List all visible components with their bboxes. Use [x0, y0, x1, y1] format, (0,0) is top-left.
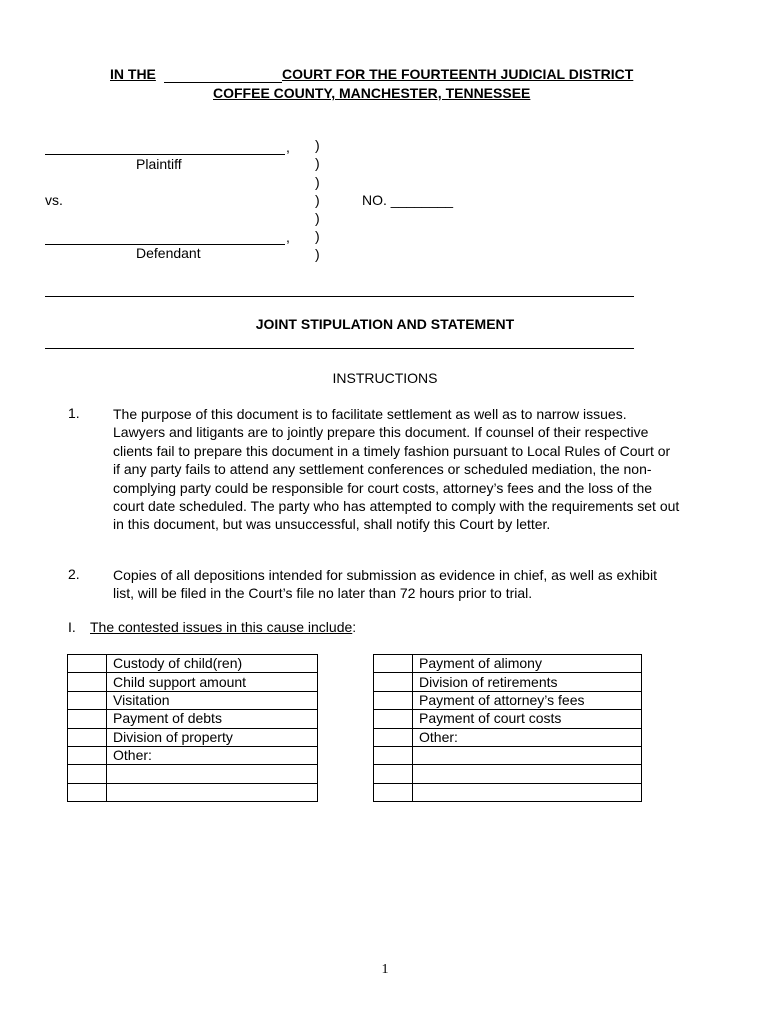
issue-label[interactable] [107, 765, 318, 783]
issue-label: Other: [107, 746, 318, 764]
checkbox-cell[interactable] [68, 783, 107, 801]
checkbox-cell[interactable] [68, 710, 107, 728]
court-title: COURT FOR THE FOURTEENTH JUDICIAL DISTRICT [282, 66, 634, 82]
checkbox-cell[interactable] [374, 691, 413, 709]
defendant-comma: , [286, 229, 290, 245]
issue-label: Visitation [107, 691, 318, 709]
table-row [68, 691, 318, 709]
instructions-heading: INSTRUCTIONS [332, 370, 438, 386]
issue-label: Division of retirements [413, 673, 642, 691]
checkbox-cell[interactable] [374, 728, 413, 746]
table-row [374, 710, 642, 728]
vs-label: vs. [45, 192, 63, 208]
caption-paren: ) [315, 228, 320, 244]
text-line: Copies of all depositions intended for submission as evidence in chief, as well as exhibit [113, 567, 657, 583]
item-number: 2. [68, 566, 80, 582]
caption-paren: ) [315, 174, 320, 190]
title-top-rule [45, 296, 634, 297]
issue-label: Custody of child(ren) [107, 655, 318, 673]
item-number: 1. [68, 405, 80, 421]
table-row [68, 655, 318, 673]
issue-label: Payment of debts [107, 710, 318, 728]
table-row [68, 765, 318, 783]
text-line: Lawyers and litigants are to jointly prepare this document. If counsel of their respective [113, 424, 649, 441]
caption-paren: ) [315, 155, 320, 171]
table-row [374, 691, 642, 709]
issue-label[interactable] [413, 765, 642, 783]
in-the-label: IN THE [110, 66, 156, 82]
issue-label: Payment of attorney’s fees [413, 691, 642, 709]
checkbox-cell[interactable] [68, 728, 107, 746]
section-heading [90, 619, 356, 635]
issue-label: Other: [413, 728, 642, 746]
checkbox-cell[interactable] [374, 783, 413, 801]
table-row [68, 673, 318, 691]
table-row [374, 673, 642, 691]
issue-label: Child support amount [107, 673, 318, 691]
checkbox-cell[interactable] [68, 746, 107, 764]
page-number: 1 [381, 962, 389, 977]
table-row [374, 655, 642, 673]
text-line: The purpose of this document is to facilitate settlement as well as to narrow issues. [113, 406, 627, 422]
issue-label: Division of property [107, 728, 318, 746]
caption-paren: ) [315, 137, 320, 153]
checkbox-cell[interactable] [68, 765, 107, 783]
issue-label: Payment of court costs [413, 710, 642, 728]
checkbox-cell[interactable] [374, 746, 413, 764]
text-line: complying party could be responsible for court costs, attorney’s fees and the loss of the [113, 479, 653, 496]
issue-label[interactable] [107, 783, 318, 801]
title-bottom-rule [45, 348, 634, 349]
text-line: clients fail to prepare this document in a timely fashion pursuant to Local Rules of Court or [113, 442, 671, 459]
checkbox-cell[interactable] [374, 710, 413, 728]
document-title: JOINT STIPULATION AND STATEMENT [255, 316, 515, 332]
table-row [68, 746, 318, 764]
checkbox-cell[interactable] [374, 673, 413, 691]
item-2-text [113, 566, 733, 603]
text-line: list, will be filed in the Court’s file no later than 72 hours prior to trial. [113, 585, 533, 602]
section-heading-colon: : [352, 619, 357, 635]
issue-label[interactable] [413, 746, 642, 764]
defendant-label: Defendant [136, 245, 201, 261]
court-name-blank [164, 82, 282, 83]
plaintiff-label: Plaintiff [136, 156, 182, 172]
plaintiff-blank [45, 154, 285, 155]
caption-paren: ) [315, 192, 320, 208]
issue-label[interactable] [413, 783, 642, 801]
table-row [68, 783, 318, 801]
table-row [374, 783, 642, 801]
item-1-text [113, 405, 733, 534]
checkbox-cell[interactable] [68, 655, 107, 673]
table-row [374, 746, 642, 764]
county-line: COFFEE COUNTY, MANCHESTER, TENNESSEE [213, 85, 531, 101]
checkbox-cell[interactable] [374, 765, 413, 783]
case-number: NO. ________ [362, 192, 454, 208]
issues-table-right [373, 654, 642, 802]
caption-paren: ) [315, 210, 320, 226]
plaintiff-comma: , [286, 139, 290, 155]
checkbox-cell[interactable] [68, 691, 107, 709]
text-line: in this document, but was unsuccessful, shall notify this Court by letter. [113, 516, 551, 533]
section-heading-text: The contested issues in this cause include [90, 619, 353, 635]
checkbox-cell[interactable] [68, 673, 107, 691]
text-line: court date scheduled. The party who has attempted to comply with the requirements set out [113, 498, 680, 515]
caption-paren: ) [315, 246, 320, 262]
section-numeral: I. [68, 619, 76, 635]
text-line: if any party fails to attend any settlement conferences or scheduled mediation, the non- [113, 461, 652, 478]
table-row [374, 728, 642, 746]
issue-label: Payment of alimony [413, 655, 642, 673]
checkbox-cell[interactable] [374, 655, 413, 673]
issues-table-left [67, 654, 318, 802]
table-row [68, 728, 318, 746]
table-row [374, 765, 642, 783]
table-row [68, 710, 318, 728]
